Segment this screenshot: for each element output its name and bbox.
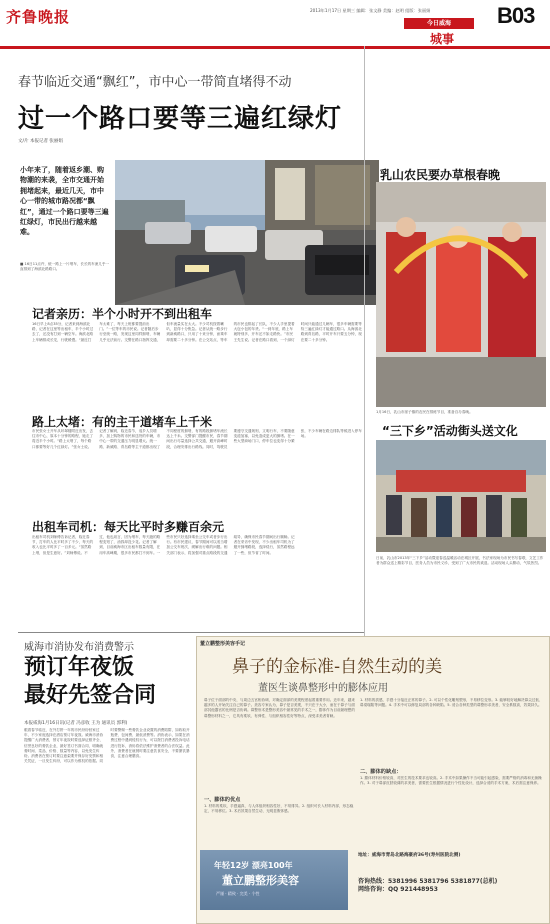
ad-body-left-2: 1. 材料的柔软，手感逼真，与人体组织相容性好，不易排异。2. 组织可长入材料内部，形态稳定，不易移位。3. 术后效果自然生动，无明显假体感。 — [204, 804, 354, 814]
section-3-body: 出租车司机刘师傅告诉记者，临近春节，打车的人比平时多了不少，每天的收入也比平时多了一百多元。“虽然路上堵，但是生意好。”刘师傅说。不过，他也坦言，因为堵车，每天跑的路程变短了，油钱却没少花。记者了解到，目前威海市区出租车数量有限，在用车高峰期，很多市民都打不到车。一些市民只好选择乘坐公交车或者步行出行。有市民建议，春节期间可以适当增加公交车班次，缓解出行难的问题。相关部门表示，将加强对重点路段的交通疏导，确保市民春节期间出行顺畅。记者在采访中发现，不少出租车司机为了避开拥堵路段，选择绕行，虽然路程远了一些，但节省了时间。 — [32, 535, 295, 555]
header-rule — [0, 46, 550, 49]
ad-section-heading: 二、膨体的缺点： — [360, 769, 402, 775]
photo-caption: 1月16日，乳山市崖子镇的农民在排练节目，准备自办春晚。 — [376, 410, 473, 414]
ad-phone: 咨询热线：5381996 5381796 5381877(总机) — [358, 878, 498, 885]
ad-label: 董立鹏整形美容手记 — [200, 641, 246, 647]
newspaper-logo: 齐鲁晚报 — [6, 8, 71, 26]
section-title: 出租车司机：每天比平时多赚百余元 — [32, 520, 225, 534]
performance-photo — [376, 182, 546, 407]
right-story-title: 乳山农民要办草根春晚 — [380, 168, 501, 182]
ad-headline: 鼻子的金标准-自然生动的美 — [232, 657, 443, 677]
photo-caption: ■ 16日11点许，统一路上一片堵车，长长的车流几乎一直排到了海滨北路路口。 — [20, 262, 110, 272]
ad-banner-tagline: 严谨 · 精致 · 完美 · 个性 — [216, 891, 260, 896]
ad-body-left: 鼻子位于面部的中央，与周边五官相协调，对确定面部的美观程度起着重要作用。近年来，越来越多的人开始关注自己的鼻子。美容专家认为，鼻子是否美观，不只在于大小，而在于鼻子与面部其他器官的比例是否协调。鼻整形术是整形美容中最常见的手术之一，膨体作为目前最理想的鼻整形材料之一，它具有柔软、有弹性、与组织相容性好等特点，深受求美者青睐。 — [204, 698, 355, 718]
ad-address: 地址：威海市青岛北路海豪府36号(寿州医院北侧) — [358, 853, 461, 858]
story-headline: 过一个路口要等三遍红绿灯 — [18, 104, 343, 134]
ad-section-heading: 一、膨体的优点 — [204, 797, 241, 803]
consumer-body: 眼看春节临近，在外打拼一年的市民纷纷回家过年，不少家庭选择在酒店预订年夜饭。威海市消协提醒广大消费者，预订年夜饭时要选择证照齐全、信誉良好的餐饮企业，最好签订书面合同，明确就餐时间、菜品、价格、数量等内容，以免发生纠纷。消费者在预订时要注意索要并保存好发票和相关凭证，一旦发生纠纷，可以作为维权的依据。同时要警惕一些餐饮企业设置的消费陷阱，如收取开瓶费、包间费、最低消费等。消协表示，如果在消费过程中遇到侵权行为，可以拨打消费者投诉电话进行投诉，消协将依法维护消费者的合法权益。此外，消费者在就餐时要注意饮食安全，不要暴饮暴食，注意合理膳食。 — [24, 728, 190, 764]
page-number: B03 — [497, 3, 535, 28]
section-1-body: 16日早上8点35分，记者来到海滨北路，记者在这里等出租车，半个小时过去了，还没有打到一辆空车。海滨北路上车辆排成长龙，行驶缓慢。“最近打车太难了，每天上班都要提前出门。”一位等车的市民说。记者随后步行至统一路，发现这里同样拥堵，车辆几乎无法前行。交警在路口指挥交通，但车流量实在太大。不少司机按着喇叭，显得十分焦急。记者从统一路步行到新威路口，只用了十来分钟，而乘车却需要二十多分钟。在公交站点，等车的市民也排起了长队，不少人手里提着大包小包的年货。“一到年底，路上车就特别多，开车还不如走路快。”市民王先生说。记者在路口看到，一个绿灯时间只能通过几辆车，很多车辆需要等待三遍红绿灯才能通过路口。从海滨北路到青岛路，平时开车只要五分钟，现在要二十多分钟。 — [32, 322, 362, 342]
section-2-body: 市民张女士开车从环翠楼附近出发，去往市中心，原本十分钟的路程，她走了将近半个小时。“路上太堵了，每个路口都要等好几个红绿灯。”张女士说。记者了解到，临近春节，返乡人员增多，加上购物的市民和送货的车辆，市中心一带的交通压力明显增大。统一路、新威路、青岛路等主干道都出现了不同程度的拥堵，有的路段拥堵车流长达上千米。交警部门提醒市民，春节期间出行尽量选择公共交通，避开高峰时段，合理安排出行路线。同时，驾驶员要遵守交通规则，文明行车，不要随意变道加塞，以免造成更大的拥堵。在一些大型商场门口，停车位也变得十分紧张，不少车辆在路边排队等候进入停车场。 — [32, 429, 362, 449]
headline-line: 最好先签合同 — [24, 683, 157, 708]
ad-subhead: 董医生谈鼻整形中的膨体应用 — [258, 683, 388, 694]
traffic-photo — [115, 160, 379, 305]
story-byline: 文/片 本报记者 张丽娟 — [18, 139, 63, 144]
consumer-headline — [24, 654, 156, 710]
right-story-title: “三下乡”活动街头送文化 — [382, 424, 518, 438]
consumer-kicker: 威海市消协发布消费警示 — [24, 642, 134, 653]
street-culture-photo — [376, 440, 546, 552]
story-lead: 小年来了，随着返乡潮、购物潮的来袭，全市交通开始拥堵起来，最近几天，市中心一带的城市路况都“飘红”，通过一个路口要等三遍红绿灯，市民出行越来越难。 — [20, 166, 109, 237]
section-name: 城事 — [430, 32, 455, 46]
ad-banner-slogan: 年轻12岁 漂亮100年 — [214, 861, 293, 870]
ad-banner-brand: 董立鹏整形美容 — [222, 874, 299, 887]
divider — [18, 632, 364, 633]
section-title: 路上太堵：有的主干道堵车上千米 — [32, 415, 213, 429]
headline-line: 预订年夜饭 — [24, 655, 135, 680]
dateline: 2013年1月17日 星期三 编辑：张文静 美编：赵明 组版：张丽娟 — [310, 8, 431, 13]
section-title: 记者亲历：半个小时开不到出租车 — [32, 307, 213, 321]
consumer-byline: 本报威海1月16日讯(记者 冯彦收 王为 通讯员 郭利) — [24, 721, 128, 726]
ad-body-right: 1. 材料的质感，手感十分接近正常的鼻子。2. 可以个性化雕刻塑形，不易移位变形。3. 能够较好地解决鼻尖过低、鼻梁塌陷等问题。4. 手术中可以修复局部的各种缺陷。5. 适合各种类型的鼻整形求美者，安全系数高，效果持久。 — [360, 698, 543, 708]
story-kicker: 春节临近交通“飘红”，市中心一带简直堵得不动 — [18, 75, 292, 90]
ad-qq: 网络咨询：QQ 921448953 — [358, 886, 438, 893]
ad-body-right-2: 1. 膨体材料价格较高，对医生的技术要求也较高。2. 手术中如果操作不当可能引起感染，需要严格的消毒和无菌操作。3. 对于鼻部皮肤较薄的求美者，需要医生根据情况进行个性化设计，选择合适的手术方案，术后需注意保养。 — [360, 776, 542, 786]
section-tag: 今日威海 — [404, 18, 474, 29]
street-culture-body: 日前，乳山市2013年“三下乡”活动暨迎春送温暖活动在城区开展，书法家现场为市民书写春联，文艺工作者为群众送上精彩节目，医务人员为市民义诊，受到了广大市民的欢迎。活动现场人头攒动，气氛热烈。 — [376, 556, 544, 566]
column-divider — [364, 46, 365, 636]
